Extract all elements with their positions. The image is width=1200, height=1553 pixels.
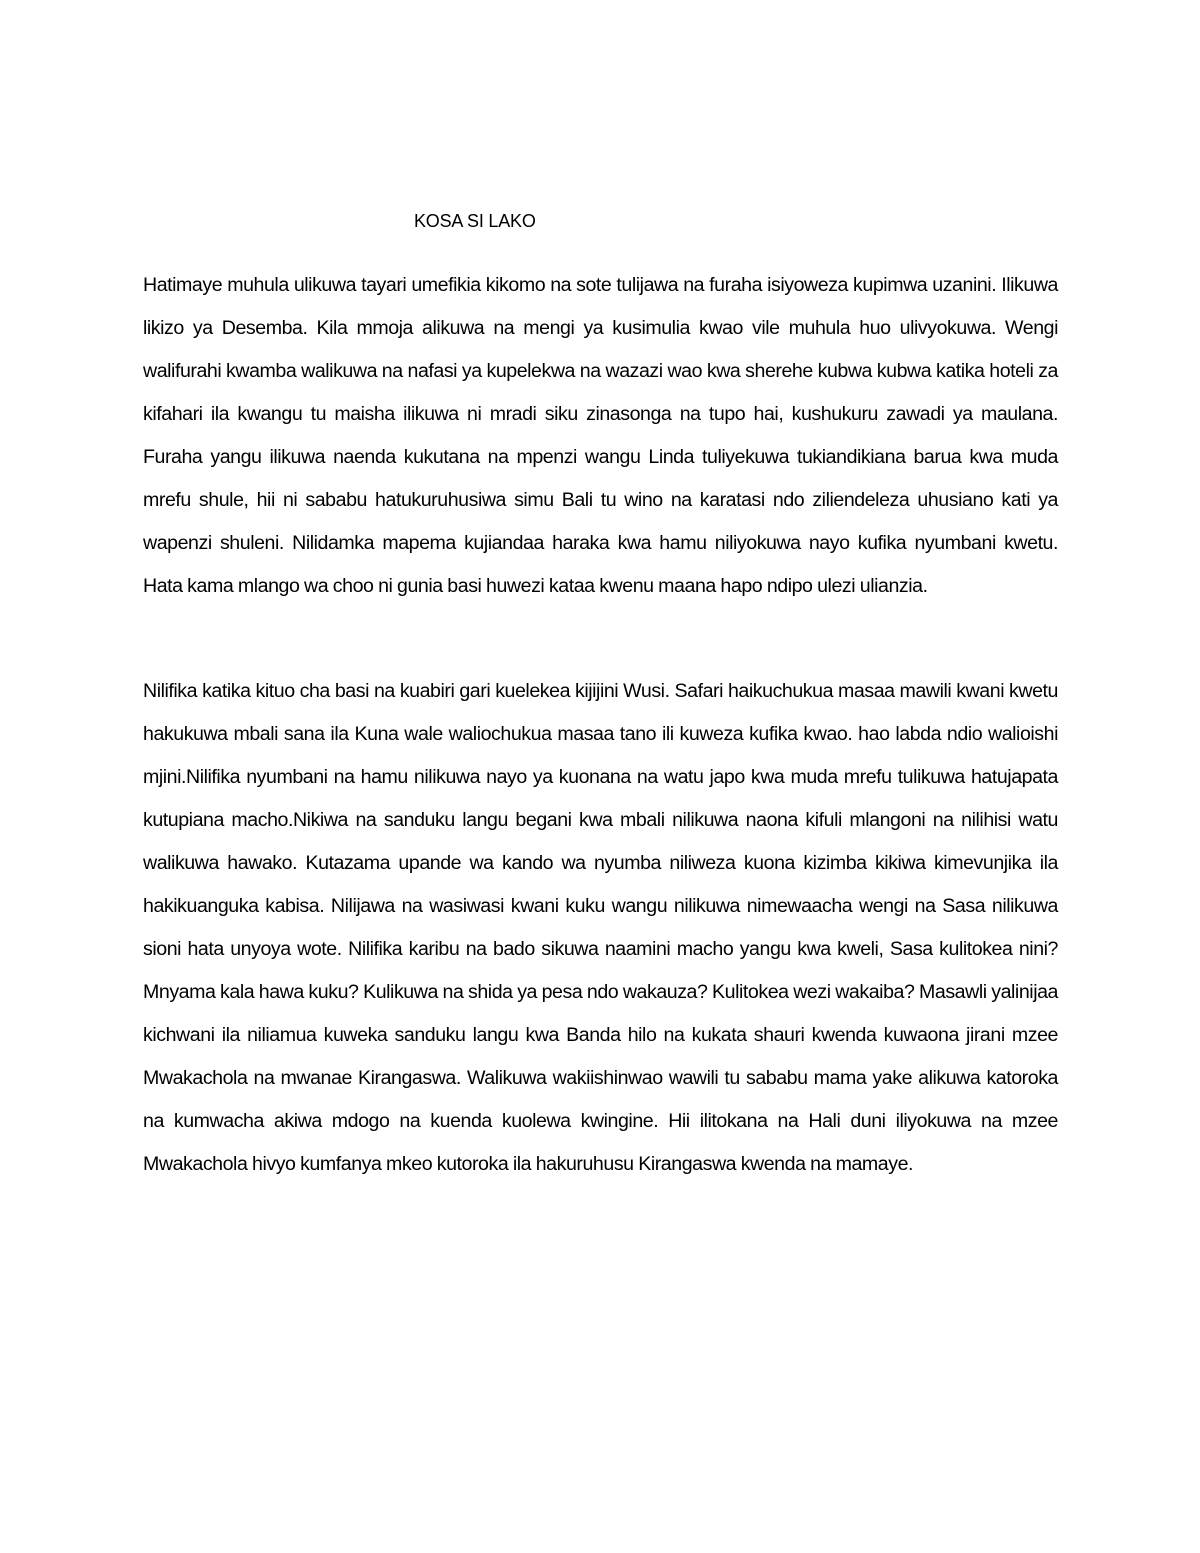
paragraph-2: Nilifika katika kituo cha basi na kuabiri gari kuelekea kijijini Wusi. Safari haikuchukua masaa mawili kwani kwetu hakukuwa mbali sana ila Kuna wale waliochukua masaa tano ili kuweza kufika kwao. hao labda ndio walioishi mjini.Nilifika nyumbani na hamu nilikuwa nayo ya kuonana na watu japo kwa muda mrefu tulikuwa hatujapata kutupiana macho.Nikiwa na sanduku langu begani kwa mbali nilikuwa naona kifuli mlangoni na nilihisi watu walikuwa hawako. Kutazama upande wa kando wa nyumba niliweza kuona kizimba kikiwa kimevunjika ila hakikuanguka kabisa. Nilijawa na wasiwasi kwani kuku wangu nilikuwa nimewaacha wengi na Sasa nilikuwa sioni hata unyoya wote. Nilifika karibu na bado sikuwa naamini macho yangu kwa kweli, Sasa kulitokea nini? Mnyama kala hawa kuku? Kulikuwa na shida ya pesa ndo wakauza? Kulitokea wezi wakaiba? Masawli yalinijaa kichwani ila niliamua kuweka sanduku langu kwa Banda hilo na kukata shauri kwenda kuwaona jirani mzee Mwakachola na mwanae Kirangaswa. Walikuwa wakiishinwao wawili tu sababu mama yake alikuwa katoroka na kumwacha akiwa mdogo na kuenda kuolewa kwingine. Hii ilitokana na Hali duni iliyokuwa na mzee Mwakachola hivyo kumfanya mkeo kutoroka ila hakuruhusu Kirangaswa kwenda na mamaye. [143,680,1058,1175]
paragraph-1: Hatimaye muhula ulikuwa tayari umefikia kikomo na sote tulijawa na furaha isiyoweza kupimwa uzanini. Ilikuwa likizo ya Desemba. Kila mmoja alikuwa na mengi ya kusimulia kwao vile muhula huo ulivyokuwa. Wengi walifurahi kwamba walikuwa na nafasi ya kupelekwa na wazazi wao kwa sherehe kubwa kubwa katika hoteli za kifahari ila kwangu tu maisha ilikuwa ni mradi siku zinasonga na tupo hai, kushukuru zawadi ya maulana. Furaha yangu ilikuwa naenda kukutana na mpenzi wangu Linda tuliyekuwa tukiandikiana barua kwa muda mrefu shule, hii ni sababu hatukuruhusiwa simu Bali tu wino na karatasi ndo ziliendeleza uhusiano kati ya wapenzi shuleni. Nilidamka mapema kujiandaa haraka kwa hamu niliyokuwa nayo kufika nyumbani kwetu. Hata kama mlango wa choo ni gunia basi huwezi kataa kwenu maana hapo ndipo ulezi ulianzia. [143,274,1058,597]
document-title: KOSA SI LAKO [414,211,536,231]
